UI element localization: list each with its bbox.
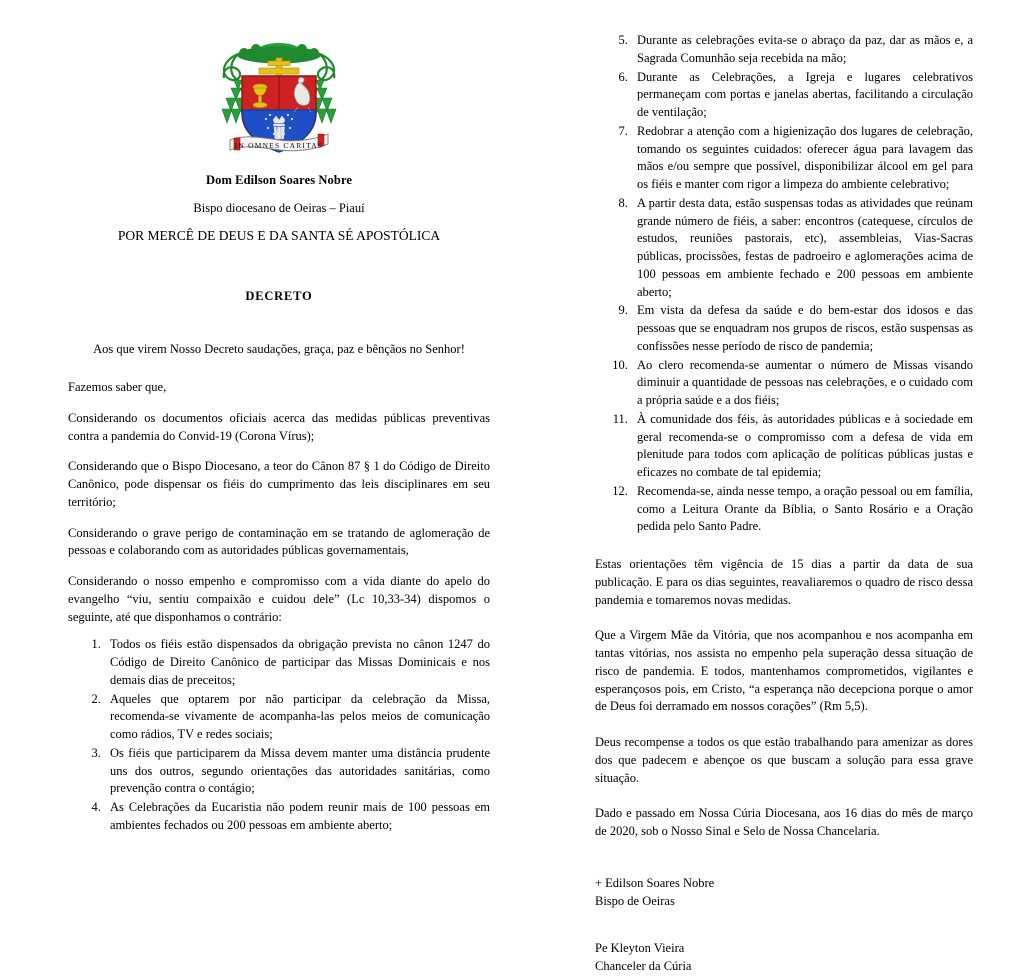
list-item: 11. À comunidade dos féis, às autoridades públicas e à sociedade em geral recomenda-se o compromisso com a defesa de vida em plenitude para todos com aplicação de políticas públicas justas e eficazes no combate de tal epidemia; [631,411,973,482]
signature-name: + Edilson Soares Nobre [595,875,715,890]
greeting-line: Aos que virem Nosso Decreto saudações, graça, paz e bênçãos no Senhor! [93,342,465,356]
closing-paragraph: Deus recompense a todos os que estão trabalhando para amenizar as dores dos que padecem e abençoe os que buscam a solução para essa grave situação. [595,735,973,785]
closing-paragraph: Que a Virgem Mãe da Vitória, que nos acompanhou e nos acompanha em tantas vitórias, nos assista no empenho pela superação dessa situação de risco de pandemia. E todos, mantenhamos comprometidos, vigilantes e esperançosos pois, em Cristo, “a esperança não decepciona porque o amor de Deus foi derramado em nossos corações” (Rm 5,5). [595,628,973,714]
considerando-paragraph: Considerando que o Bispo Diocesano, a teor do Cânon 87 § 1 do Código de Direito Canônico, pode dispensar os fiéis do cumprimento das leis disciplinares em seu território; [68,459,490,509]
signature-name: Pe Kleyton Vieira [595,941,685,956]
list-item: 12. Recomenda-se, ainda nesse tempo, a oração pessoal ou em família, como a Leitura Orante da Bíblia, o Santo Rosário e a Oração pedida pelo Santo Padre. [631,483,973,536]
bishop-see: Bispo diocesano de Oeiras – Piauí [193,201,365,215]
signature-role: Bispo de Oeiras [595,893,675,908]
right-column [595,0,973,973]
signature-chancellor [595,940,973,976]
considerando-paragraph: Considerando o nosso empenho e compromisso com a vida diante do apelo do evangelho “viu, sentiu compaixão e cuidou dele” (Lc 10,33-34) dispomos o seguinte, até que disponhamos o contrário: [68,574,490,624]
authority-formula: POR MERCÊ DE DEUS E DA SANTA SÉ APOSTÓLICA [117,228,441,243]
closing-paragraph: Estas orientações têm vigência de 15 dias a partir da data de sua publicação. E para os dias seguintes, reavaliaremos o quadro de risco dessa pandemia e tomaremos novas medidas. [595,557,973,607]
intro-paragraph: Fazemos saber que, [68,380,167,394]
list-item: 10. Ao clero recomenda-se aumentar o número de Missas visando diminuir a quantidade de pessoas nas celebrações, e o cuidado com a própria saúde e a dos fiéis; [631,357,973,410]
list-item: 6. Durante as Celebrações, a Igreja e lugares celebrativos permaneçam com portas e janelas abertas, facilitando a circulação de ventilação; [631,69,973,122]
list-item: 4. As Celebrações da Eucaristia não podem reunir mais de 100 pessoas em ambientes fechados ou 200 pessoas em ambiente aberto; [104,799,490,835]
decree-items-list-left [68,636,490,834]
list-item: 8. A partir desta data, estão suspensas todas as atividades que reúnam grande número de fiéis, a saber: encontros (catequese, círculos de estudos, reuniões pastorais, etc), assembleias, Vias-Sacras públicas, procissões, festas de padroeiro e aglomerações acima de 100 pessoas em ambiente fechado e 200 pessoas em ambiente aberto; [631,195,973,302]
motto-text: IN OMNES CARITAS [234,141,324,150]
signature-bishop [595,875,973,911]
decree-items-list-right [595,32,973,536]
list-item: 9. Em vista da defesa da saúde e do bem-estar dos idosos e das pessoas que se enquadram nos grupos de riscos, estão suspensas as confissões nesse período de risco de pandemia; [631,302,973,355]
considerando-paragraph: Considerando o grave perigo de contaminação em se tratando de aglomeração de pessoas e colaborando com as autoridades públicas governamentais, [68,525,490,558]
list-item: 5. Durante as celebrações evita-se o abraço da paz, dar as mãos e, a Sagrada Comunhão seja recebida na mão; [631,32,973,68]
bishop-coat-of-arms-icon [204,28,354,163]
left-column [68,0,490,832]
dateline-paragraph: Dado e passado em Nossa Cúria Diocesana, aos 16 dias do mês de março de 2020, sob o Nosso Sinal e Selo de Nossa Chancelaria. [595,806,973,838]
document-title: DECRETO [245,289,313,303]
considerando-paragraph: Considerando os documentos oficiais acerca das medidas públicas preventivas contra a pandemia do Convid-19 (Corona Vírus); [68,410,490,443]
list-item: 3. Os fiéis que participarem da Missa devem manter uma distância prudente uns dos outros, segundo orientações das autoridades sanitárias, como prevenção contra o contágio; [104,745,490,798]
list-item: 1. Todos os fiéis estão dispensados da obrigação prevista no cânon 1247 do Código de Direito Canônico de participar das Missas Dominicais e nos demais dias de preceitos; [104,636,490,689]
list-item: 2. Aqueles que optarem por não participar da celebração da Missa, recomenda-se vivamente de acompanha-las pelos meios de comunicação como rádios, TV e redes sociais; [104,691,490,744]
list-item: 7. Redobrar a atenção com a higienização dos lugares de celebração, tomando os seguintes cuidados: oferecer água para lavagem das mãos e/ou sempre que possível, disponibilizar álcool em gel para os fiéis e manter com rigor a limpeza do ambiente celebrativo; [631,123,973,194]
signature-role: Chanceler da Cúria [595,959,692,973]
right-column-top [595,0,973,976]
coat-of-arms-container [68,28,490,163]
bishop-name: Dom Edilson Soares Nobre [205,173,353,187]
